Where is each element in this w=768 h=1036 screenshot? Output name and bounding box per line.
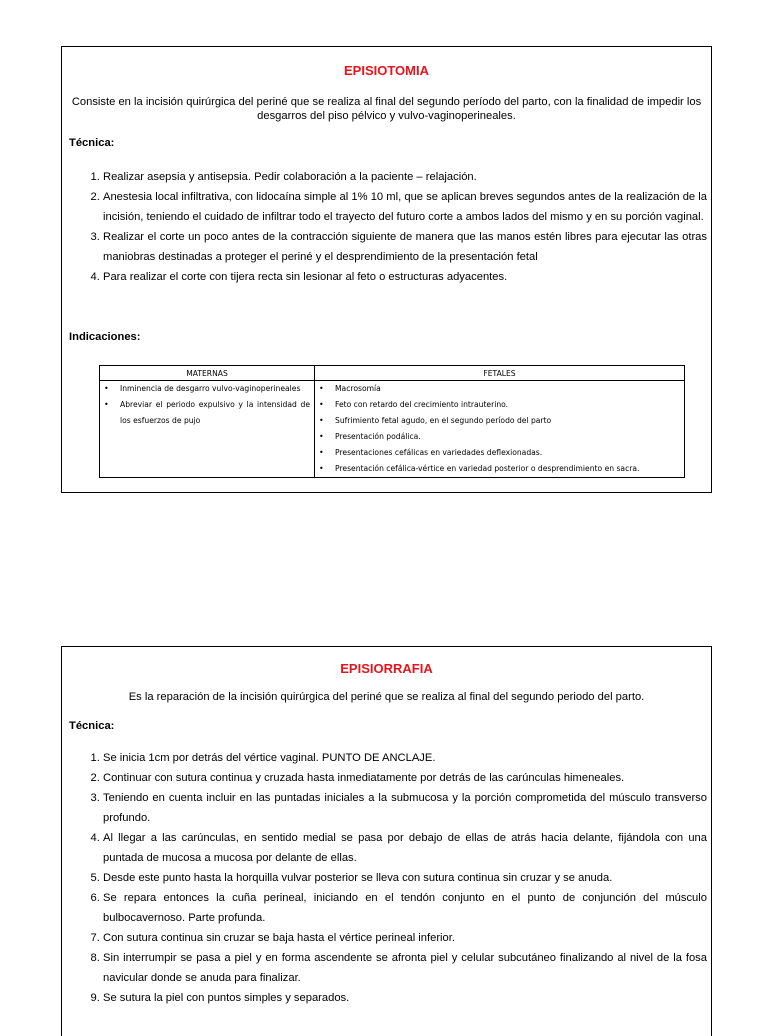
episiorrafia-step: 1. Se inicia 1cm por detrás del vértice vaginal. PUNTO DE ANCLAJE. [103,748,707,768]
episiorrafia-tecnica-heading: Técnica: [69,720,115,732]
episiotomia-steps [62,167,707,287]
fetales-item: • Sufrimiento fetal agudo, en el segundo período del parto [315,413,684,429]
indicaciones-table [99,365,685,478]
episiorrafia-step: 9. Se sutura la piel con puntos simples y separados. [103,988,707,1008]
episiotomia-step: 3. Realizar el corte un poco antes de la contracción siguiente de manera que las manos estén libres para ejecutar las otras maniobras destinadas a proteger el periné y el desprendimiento de la presentación fetal [103,227,707,267]
episiorrafia-step: 7. Con sutura continua sin cruzar se baja hasta el vértice perineal inferior. [103,928,707,948]
episiorrafia-intro: Es la reparación de la incisión quirúrgica del periné que se realiza al final del segundo periodo del parto. [128,691,645,703]
episiotomia-step: 1. Realizar asepsia y antisepsia. Pedir colaboración a la paciente – relajación. [103,167,707,187]
episiorrafia-title: EPISIORRAFIA [340,661,433,676]
episiorrafia-step: 2. Continuar con sutura continua y cruzada hasta inmediatamente por detrás de las carúnculas himeneales. [103,768,707,788]
fetales-item: • Presentación podálica. [315,429,684,445]
episiotomia-step: 4. Para realizar el corte con tijera recta sin lesionar al feto o estructuras adyacentes. [103,267,707,287]
episiorrafia-step: 3. Teniendo en cuenta incluir en las puntadas iniciales a la submucosa y la porción comprometida del músculo transverso profundo. [103,788,707,828]
fetales-cell [315,381,685,478]
fetales-item: • Presentaciones cefálicas en variedades deflexionadas. [315,445,684,461]
episiorrafia-section [61,646,712,1036]
fetales-item: • Macrosomía [315,381,684,397]
maternas-item: • Abreviar el periodo expulsivo y la intensidad de los esfuerzos de pujo [100,397,314,429]
table-header-fetales: FETALES [315,366,685,381]
maternas-item: • Inminencia de desgarro vulvo-vaginoperineales [100,381,314,397]
fetales-item: • Presentación cefálica-vértice en variedad posterior o desprendimiento en sacra. [315,461,684,477]
episiorrafia-step: 5. Desde este punto hasta la horquilla vulvar posterior se lleva con sutura continua sin cruzar y se anuda. [103,868,707,888]
episiotomia-indicaciones-heading: Indicaciones: [69,331,141,343]
table-header-maternas: MATERNAS [100,366,315,381]
fetales-item: • Feto con retardo del crecimiento intrauterino. [315,397,684,413]
episiotomia-intro: Consiste en la incisión quirúrgica del periné que se realiza al final del segundo período del parto, con la finalidad de impedir los desgarros del piso pélvico y vulvo-vaginoperineales. [71,96,702,122]
episiorrafia-step: 8. Sin interrumpir se pasa a piel y en forma ascendente se afronta piel y celular subcutáneo finalizando al nivel de la fosa navicular donde se anuda para finalizar. [103,948,707,988]
episiorrafia-step: 4. Al llegar a las carúnculas, en sentido medial se pasa por debajo de ellas de atrás hacia delante, fijándola con una puntada de mucosa a mucosa por delante de ellas. [103,828,707,868]
episiotomia-step: 2. Anestesia local infiltrativa, con lidocaína simple al 1% 10 ml, que se aplican breves segundos antes de la realización de la incisión, teniendo el cuidado de infiltrar todo el trayecto del futuro corte a ambos lados del mismo y en su porción vaginal. [103,187,707,227]
maternas-cell [100,381,315,478]
episiotomia-title: EPISIOTOMIA [344,63,429,78]
episiotomia-tecnica-heading: Técnica: [69,137,115,149]
episiorrafia-step: 6. Se repara entonces la cuña perineal, iniciando en el tendón conjunto en el punto de conjunción del músculo bulbocavernoso. Parte profunda. [103,888,707,928]
episiorrafia-steps [62,748,707,1008]
episiotomia-section [61,46,712,493]
